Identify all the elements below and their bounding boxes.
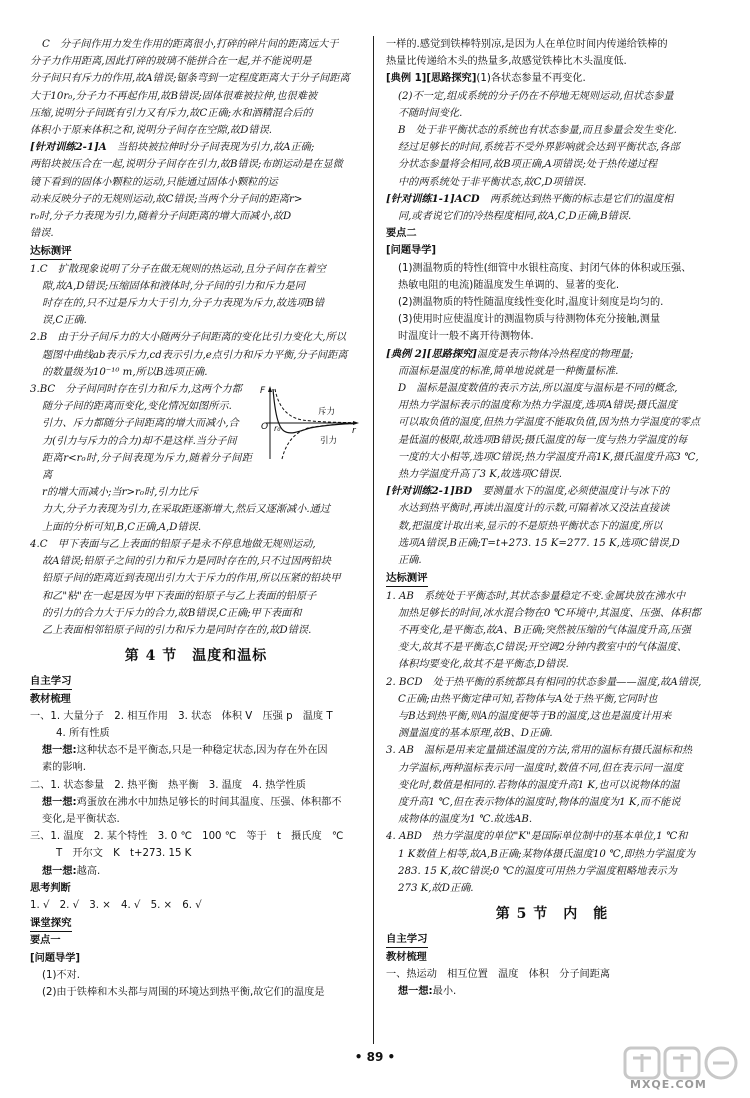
text-line: (2)测温物质的特性随温度线性变化时,温度计刻度是均匀的. <box>398 297 664 309</box>
r-question-3 <box>386 742 718 828</box>
left-column <box>30 36 362 1001</box>
text-line: 3.BC 分子间同时存在引力和斥力,这两个力都 <box>30 384 242 396</box>
subheading: 要点二 <box>386 228 417 240</box>
text-line: 力大,分子力表现为引力,在采取距逐渐增大,然后又逐渐减小.通过 <box>42 504 331 516</box>
text-line: 4. 所有性质 <box>56 727 110 739</box>
text-line: 变大,故其不是平衡态,C错误;开空调2分钟内教室中的气体温度、 <box>398 642 688 654</box>
text-line: 越高. <box>76 865 101 877</box>
attraction-curve <box>282 424 354 459</box>
section-heading: 自主学习 <box>386 932 428 948</box>
text-line: 压缩,说明分子间既有引力又有斥力,故C正确;水和酒精混合后的 <box>30 107 313 119</box>
subheading: 要点一 <box>30 935 61 947</box>
text-line: 隙,故A,D错误;压缩固体和液体时,分子间的引力和斥力是同 <box>42 280 305 292</box>
section-heading: 自主学习 <box>30 674 72 690</box>
y-axis-arrow <box>268 386 272 392</box>
text-line: 题图中曲线ab表示斥力,cd表示引力,e点引力和斥力平衡,分子间距离 <box>42 349 348 361</box>
text-line: 体积小于原来体积之和,说明分子间存在空隙,故D错误. <box>30 125 273 137</box>
text-line: 鸡蛋放在沸水中加热足够长的时间其温度、压强、体积都不 <box>76 796 342 808</box>
question-1 <box>30 261 362 330</box>
repulsion-curve <box>275 389 354 423</box>
text-line: B 处于非平衡状态的系统也有状态参量,而且参量会发生变化. <box>398 125 677 137</box>
question-2 <box>30 329 362 381</box>
r-axis-label: r <box>352 426 356 437</box>
example-label: [典例 2][思路探究] <box>386 347 478 360</box>
text-line: 距离r<r₀时,分子间表现为斥力,随着分子间距离 <box>42 452 252 482</box>
origin-label: O <box>261 422 269 433</box>
text-line: 一度的大小相等,选项C错误;热力学温度升高1K,摄氏温度升高3 ℃, <box>398 451 699 463</box>
text-line: 不再变化,是平衡态,故A、B正确;突然被压缩的气体温度升高,压强 <box>398 624 691 636</box>
text-line: 1 K数值上相等,故A,B正确;某物体摄氏温度10 ℃,即热力学温度为 <box>398 848 696 860</box>
question-3 <box>30 381 362 536</box>
text-line: 测量温度的基本原理,故B、D正确. <box>398 728 553 740</box>
text-line: 4. ABD 热力学温度的单位"K"是国际单位制中的基本单位,1 ℃和 <box>386 831 688 843</box>
think-label: 想一想: <box>42 745 77 757</box>
r-question-4 <box>386 828 718 897</box>
text-line: 上面的分析可知,B,C正确,A,D错误. <box>42 521 202 533</box>
text-line: 度升高1 ℃,但在表示物体的温度时,物体的温度为1 K,而不能说 <box>398 796 681 808</box>
text-line: 不随时间变化. <box>398 107 463 119</box>
text-line: 用热力学温标表示的温度称为热力学温度,选项A错误;摄氏温度 <box>398 400 677 412</box>
text-line: 1. AB 系统处于平衡态时,其状态参量稳定不变.金属块放在沸水中 <box>386 590 686 602</box>
text-line: C 分子间作用力发生作用的距离很小,打碎的碎片间的距离远大于 <box>42 39 339 50</box>
text-line: 同,或者说它们的冷热程度相同,故A,C,D正确,B错误. <box>398 211 632 223</box>
text-line: 变化时,数值是相同的.若物体的温度升高1 K,也可以说物体的温 <box>398 779 680 791</box>
r-question-2 <box>386 674 718 743</box>
text-line: 是低温的极限,故选项B错误;摄氏温度的每一度与热力学温度的每 <box>398 434 688 446</box>
text-line: 二、1. 状态参量 2. 热平衡 热平衡 3. 温度 4. 热学性质 <box>30 779 306 791</box>
text-line: 而温标是温度的标准,简单地说就是一种衡量标准. <box>398 365 619 377</box>
text-line: 乙上表面相邻铅原子间的引力和斥力是同时存在的,故D错误. <box>42 624 312 636</box>
text-line: 分子力作用距离,因此打碎的玻璃不能拼合在一起,并不能说明是 <box>30 56 312 68</box>
text-line: 动来反映分子的无规则运动,故C错误;当两个分子间的距离r> <box>30 193 303 205</box>
text-line: 这种状态不是平衡态,只是一种稳定状态,因为存在外在因 <box>76 745 328 757</box>
text-line: 和乙"粘"在一起是因为甲下表面的铅原子与乙上表面的铅原子 <box>42 590 317 602</box>
force-distance-diagram <box>258 383 362 463</box>
watermark-text: MXQE.COM <box>630 1078 707 1091</box>
subheading: [问题导学] <box>30 952 81 964</box>
text-line: 的引力的合力大于斥力的合力,故B错误,C正确;甲下表面和 <box>42 607 302 619</box>
text-line: 错误. <box>30 228 54 240</box>
text-line: 分状态参量将会相同,故B项正确,A项错误;处于热传递过程 <box>398 159 658 171</box>
text-line: 素的影响. <box>42 762 86 774</box>
text-line: C正确;由热平衡定律可知,若物体与A处于热平衡,它同时也 <box>398 693 658 705</box>
text-line: 故A错误;铅原子之间的引力和斥力是同时存在的,只不过因两铅块 <box>42 556 332 568</box>
r-question-1 <box>386 588 718 674</box>
text-line: 水达到热平衡时,再读出温度计的示数,可隔着冰又没法直接读 <box>398 503 670 515</box>
text-line: 随分子间的距离而变化,变化情况如图所示. <box>42 401 232 413</box>
judgement-answers: 1. √ 2. √ 3. × 4. √ 5. × 6. √ <box>30 899 202 911</box>
think-label: 想一想: <box>42 796 77 808</box>
text-line: 中的两系统处于非平衡状态,故C,D项错误. <box>398 176 587 188</box>
text-line: 最小. <box>432 985 457 997</box>
f-axis-label: F <box>260 386 266 397</box>
subheading: 教材梳理 <box>386 951 427 963</box>
text-line: D 温标是温度数值的表示方法,所以温度与温标是不同的概念, <box>398 383 678 395</box>
text-line: T 开尔文 K t+273. 15 K <box>56 848 192 860</box>
training-label: [针对训练2-1]A <box>30 141 107 154</box>
text-line: 引力、斥力都随分子间距离的增大而减小,合 <box>42 418 239 430</box>
training-2-1-block <box>30 139 362 242</box>
text-line: 4.C 甲下表面与乙上表面的铅原子是永不停息地做无规则运动, <box>30 538 316 550</box>
think-label: 想一想: <box>42 865 77 877</box>
page-number: • 89 • <box>354 1050 396 1064</box>
text-line: 要测量水下的温度,必须使温度计与冰下的 <box>472 486 670 498</box>
text-line: 一、热运动 相互位置 温度 体积 分子间距离 <box>386 968 611 980</box>
text-line: r的增大而减小;当r>r₀时,引力比斥 <box>42 487 199 499</box>
text-line: 分子间只有斥力的作用,故A错误;锯条弯到一定程度距离大于分子间距离 <box>30 73 350 85</box>
text-line: 273 K,故D正确. <box>398 882 474 894</box>
text-line: 2.B 由于分子间斥力的大小随两分子间距离的变化比引力变化大,所以 <box>30 332 346 344</box>
text-line: 体积均要变化,故其不是平衡态,D错误. <box>398 659 569 671</box>
section-heading: 课堂探究 <box>30 916 72 932</box>
text-line: (2)由于铁棒和木头都与周围的环境达到热平衡,故它们的温度是 <box>42 986 325 998</box>
text-line: 的数量级为10⁻¹⁰ m,所以B选项正确. <box>42 366 208 378</box>
text-line: 一、1. 大量分子 2. 相互作用 3. 状态 体积 V 压强 p 温度 T <box>30 710 333 722</box>
subheading: 思考判断 <box>30 882 71 894</box>
text-line: 一样的.感觉到铁棒特别凉,是因为人在单位时间内传递给铁棒的 <box>386 39 668 50</box>
text-line: (3)使用时应使温度计的测温物质与待测物体充分接触,测量 <box>398 314 661 326</box>
text-line: 力学温标,两种温标表示同一温度时,数值不同,但在表示同一温度 <box>398 762 683 774</box>
text-line: 三、1. 温度 2. 某个特性 3. 0 ℃ 100 ℃ 等于 t 摄氏度 ℃ <box>30 831 344 843</box>
text-line: (2)不一定,组成系统的分子仍在不停地无规则运动,但状态参量 <box>398 90 674 102</box>
chapter-title: 第 4 节 温度和温标 <box>124 648 268 665</box>
think-label: 想一想: <box>398 985 433 997</box>
text-line: 加热足够长的时间,冰水混合物在0 ℃环境中,其温度、压强、体积都 <box>398 607 701 619</box>
subheading: 教材梳理 <box>30 693 71 705</box>
text-line: 2. BCD 处于热平衡的系统都具有相同的状态参量——温度,故A错误, <box>386 676 702 688</box>
text-line: 镜下看到的固体小颗粒的运动,只能通过固体小颗粒的运 <box>30 176 278 188</box>
attraction-label: 引力 <box>320 436 338 447</box>
text-line: 可以取负值的温度,但热力学温度不能取负值,因为热力学温度的零点 <box>398 417 700 429</box>
net-force-curve <box>273 389 354 433</box>
text-line: 当铅块被拉伸时分子间表现为引力,故A正确; <box>106 142 315 154</box>
text-line: 温度是表示物体冷热程度的物理量; <box>477 348 634 360</box>
text-line: 热力学温度升高了3 K,故选项C错误. <box>398 469 563 481</box>
training-label: [针对训练2-1]BD <box>386 485 473 498</box>
text-line: 两系统达到热平衡的标志是它们的温度相 <box>479 193 674 205</box>
text-line: (1)各状态参量不再变化. <box>476 73 586 85</box>
text-line: 1.C 扩散现象说明了分子在做无规则的热运动,且分子间存在着空 <box>30 263 326 275</box>
question-4 <box>30 536 362 639</box>
right-column <box>386 36 718 1000</box>
answer-c-block <box>30 36 362 139</box>
text-line: 283. 15 K,故C错误;0 ℃的温度可用热力学温度粗略地表示为 <box>398 865 677 877</box>
text-line: r₀时,分子力表现为引力,随着分子间距离的增大而减小,故D <box>30 211 292 223</box>
text-line: 数,把温度计取出来,显示的不是原热平衡状态下的温度,所以 <box>398 520 663 532</box>
section-heading: 达标测评 <box>386 571 428 587</box>
column-divider <box>373 36 374 1044</box>
text-line: (1)测温物质的特性(细管中水银柱高度、封闭气体的体积或压强、 <box>398 262 692 274</box>
text-line: (1)不对. <box>42 969 81 981</box>
r0-label: r₀ <box>274 424 281 434</box>
text-line: 成物体的温度为1 ℃.故选AB. <box>398 814 533 826</box>
repulsion-label: 斥力 <box>318 407 336 418</box>
text-line: 经过足够长的时间,系统若不受外界影响就会达到平衡状态,各部 <box>398 142 680 154</box>
text-line: 与B达到热平衡,则A的温度便等于B的温度,这也是温度计用来 <box>398 710 672 722</box>
text-line: 误,C正确. <box>42 315 87 327</box>
text-line: 正确. <box>398 555 422 567</box>
text-line: 时存在的,只不过是斥力大于引力,分子力表现为斥力,故选项B错 <box>42 298 325 310</box>
text-line: 时温度计一般不离开待测物体. <box>398 331 534 343</box>
section-heading: 达标测评 <box>30 244 72 260</box>
text-line: 热敏电阻的电流)随温度发生单调的、显著的变化. <box>398 279 620 291</box>
text-line: 热量比传递给木头的热量多,故感觉铁棒比木头温度低. <box>386 56 627 68</box>
training-label: [针对训练1-1]ACD <box>386 192 480 205</box>
text-line: 大于10r₀,分子力不再起作用,故B错误;固体很难被拉伸,也很难被 <box>30 90 318 102</box>
text-line: 两铅块被压合在一起,说明分子间存在引力,故B错误;布朗运动是在显微 <box>30 159 343 171</box>
example-label: [典例 1][思路探究] <box>386 73 477 85</box>
subheading: [问题导学] <box>386 245 437 257</box>
text-line: 铅原子间的距离近到表现出引力大于斥力的作用,所以压紧的铅块甲 <box>42 573 341 585</box>
text-line: 变化,是平衡状态. <box>42 813 120 825</box>
force-distance-figure <box>258 383 362 463</box>
text-line: 选项A错误,B正确;T=t+273. 15 K=277. 15 K,选项C错误,D <box>398 537 680 549</box>
chapter-title: 第 5 节 内 能 <box>495 906 609 923</box>
text-line: 力(引力与斥力的合力)却不是这样.当分子间 <box>42 435 237 447</box>
text-line: 3. AB 温标是用来定量描述温度的方法,常用的温标有摄氏温标和热 <box>386 745 693 757</box>
